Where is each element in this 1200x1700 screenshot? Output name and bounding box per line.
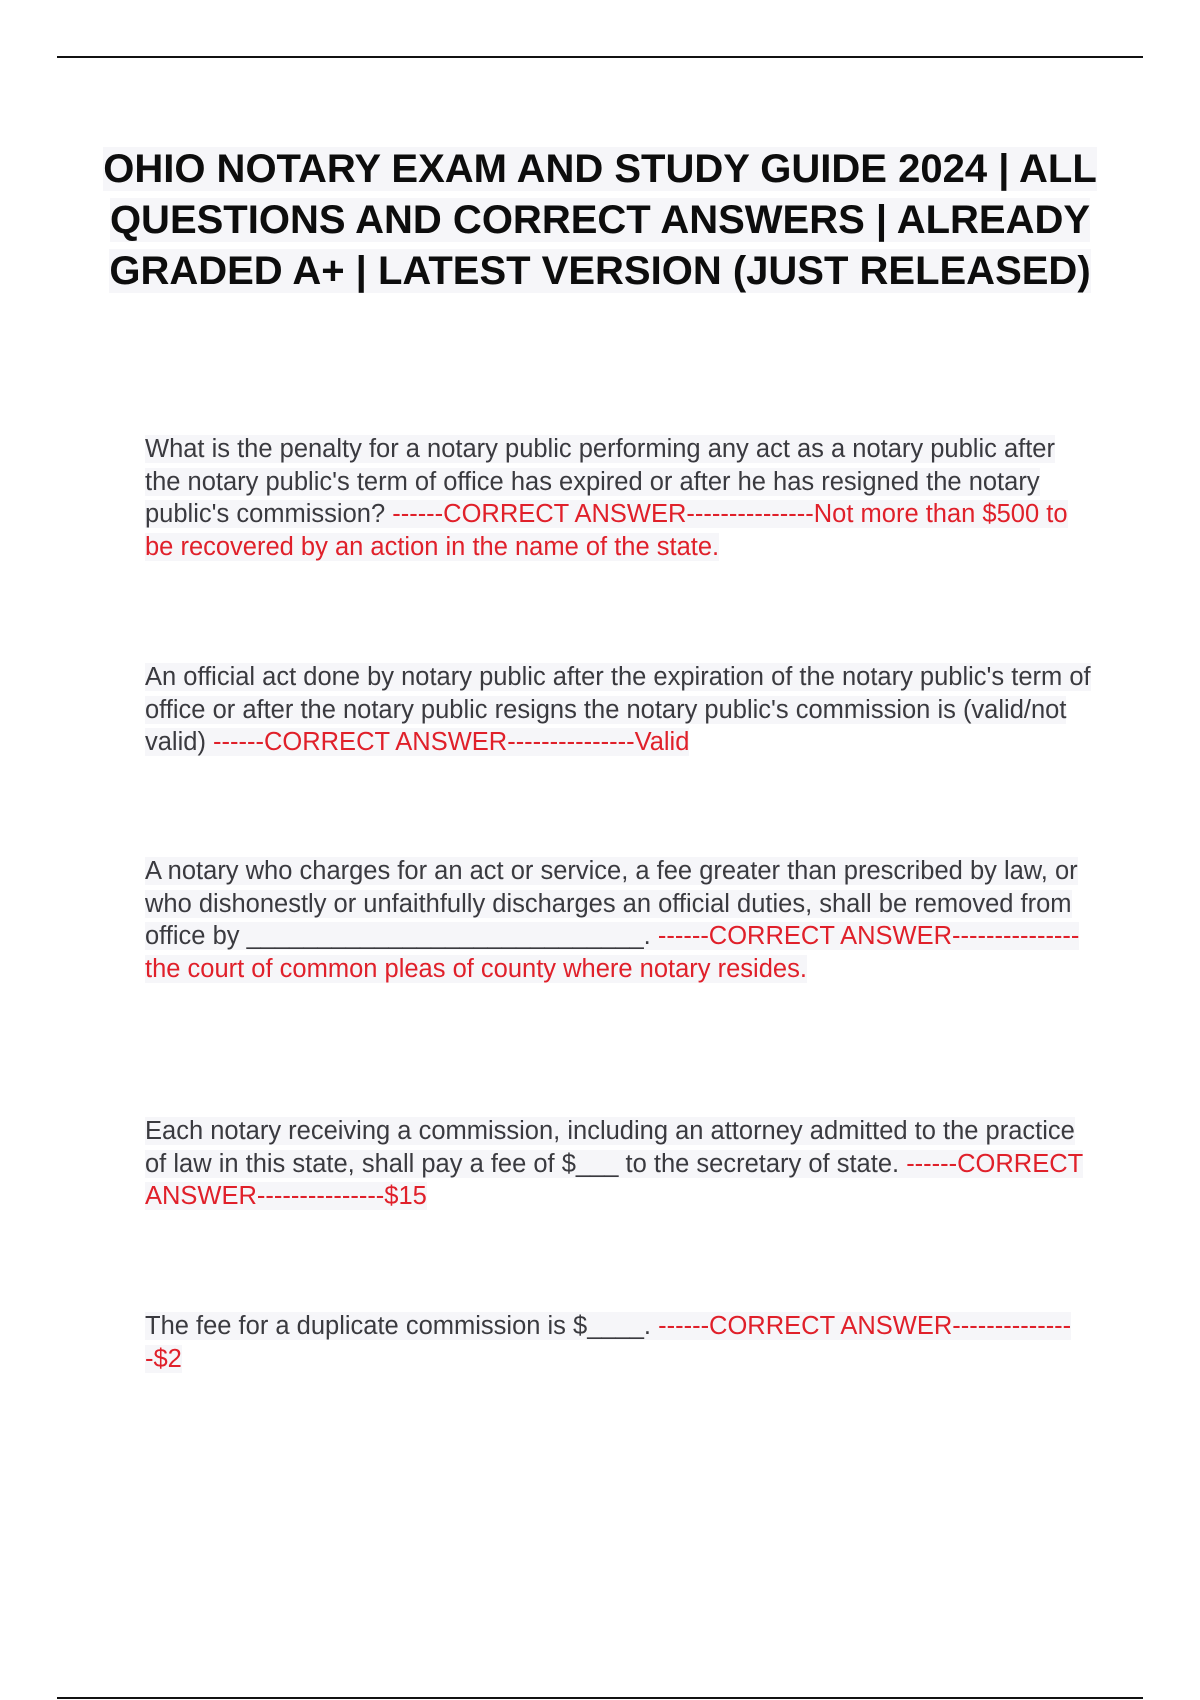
question-text: A notary who charges for an act or service, a fee greater than prescribed by law, or who dishonestly or unfaithfully discharges an official duties, shall be removed from office by ____________________________. xyxy=(145,857,1078,950)
document-title-text: OHIO NOTARY EXAM AND STUDY GUIDE 2024 | ALL QUESTIONS AND CORRECT ANSWERS | ALREADY GRADED A+ | LATEST VERSION (JUST RELEASED) xyxy=(103,147,1097,293)
answer-text: ------CORRECT ANSWER---------------$15 xyxy=(145,1149,1084,1210)
question-text: Each notary receiving a commission, including an attorney admitted to the practice of law in this state, shall pay a fee of $___ to the secretary of state. xyxy=(145,1117,1075,1178)
question-text: The fee for a duplicate commission is $____. xyxy=(145,1312,659,1340)
answer-text: ------CORRECT ANSWER---------------Not more than $500 to be recovered by an action in the name of the state. xyxy=(145,500,1068,561)
document-title xyxy=(100,144,1100,297)
answer-text: ------CORRECT ANSWER---------------$2 xyxy=(145,1312,1072,1373)
question-text: What is the penalty for a notary public performing any act as a notary public after the notary public's term of office has expired or after he has resigned the notary public's commission? xyxy=(145,435,1055,528)
qa-item-2 xyxy=(145,661,1095,759)
answer-text: ------CORRECT ANSWER---------------the court of common pleas of county where notary resides. xyxy=(145,922,1080,983)
qa-item-4 xyxy=(145,1115,1095,1213)
top-rule xyxy=(57,56,1143,58)
qa-item-5 xyxy=(145,1310,1095,1375)
question-text: An official act done by notary public after the expiration of the notary public's term of office or after the notary public resigns the notary public's commission is (valid/not valid) xyxy=(145,663,1091,756)
bottom-rule xyxy=(57,1697,1143,1699)
qa-item-1 xyxy=(145,433,1095,563)
answer-text: ------CORRECT ANSWER---------------Valid xyxy=(213,728,690,756)
qa-item-3 xyxy=(145,855,1095,985)
